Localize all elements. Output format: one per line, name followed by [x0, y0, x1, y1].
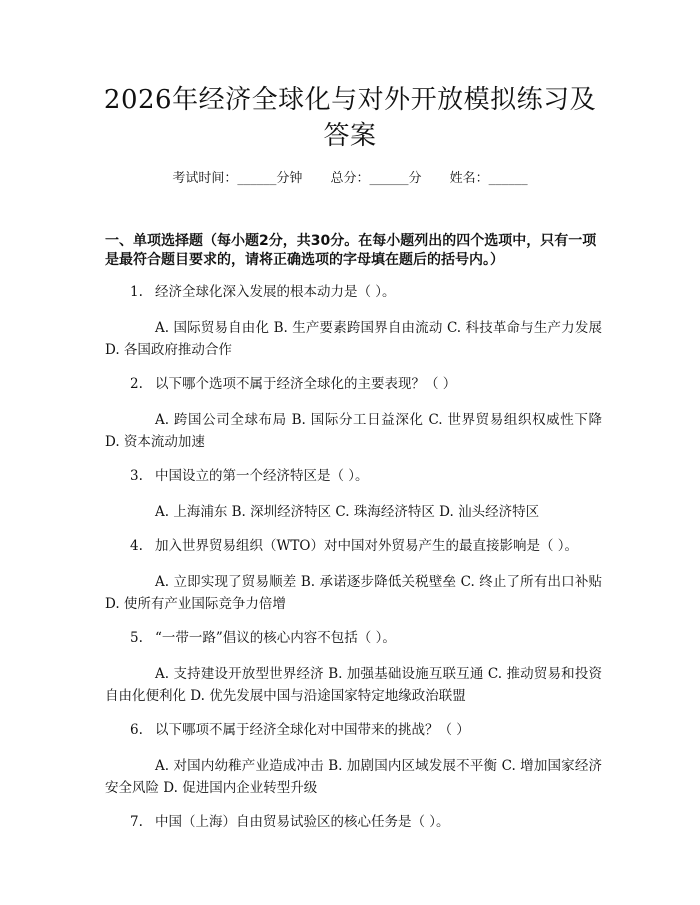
question-list	[105, 282, 602, 847]
question-number: 1.	[130, 284, 143, 300]
question-text: 加入世界贸易组织（WTO）对中国对外贸易产生的最直接影响是（ ）。	[155, 538, 578, 554]
question-number: 2.	[130, 376, 143, 392]
question-text: 中国设立的第一个经济特区是（ ）。	[155, 468, 369, 484]
question-options: A. 支持建设开放型世界经济 B. 加强基础设施互联互通 C. 推动贸易和投资自由化便利化 D. 优先发展中国与沿途国家特定地缘政治联盟	[105, 666, 602, 704]
question-number: 3.	[130, 468, 143, 484]
question-text: 以下哪个选项不属于经济全球化的主要表现？（ ）	[155, 376, 457, 392]
question-stem	[105, 282, 602, 302]
question-number: 7.	[130, 814, 143, 830]
question-stem	[105, 628, 602, 648]
question-text: 经济全球化深入发展的根本动力是（ ）。	[155, 284, 396, 300]
question-options: A. 立即实现了贸易顺差 B. 承诺逐步降低关税壁垒 C. 终止了所有出口补贴 D. 使所有产业国际竞争力倍增	[105, 574, 602, 612]
exam-meta	[0, 170, 700, 188]
question-stem	[105, 466, 602, 486]
exam-time-field: 考试时间：______分钟	[172, 171, 303, 186]
question-number: 5.	[130, 630, 143, 646]
question-number: 6.	[130, 722, 143, 738]
question-options: A. 跨国公司全球布局 B. 国际分工日益深化 C. 世界贸易组织权威性下降 D. 资本流动加速	[105, 412, 602, 450]
question-stem	[105, 374, 602, 394]
question-text: 中国（上海）自由贸易试验区的核心任务是（ ）。	[155, 814, 450, 830]
question-stem	[105, 536, 602, 556]
student-name-field: 姓名：______	[449, 171, 528, 186]
question-number: 4.	[130, 538, 143, 554]
question-stem	[105, 812, 602, 832]
page-title: 2026年经济全球化与对外开放模拟练习及答案	[103, 85, 597, 151]
question-stem	[105, 720, 602, 740]
question-options: A. 国际贸易自由化 B. 生产要素跨国界自由流动 C. 科技革命与生产力发展 D. 各国政府推动合作	[105, 320, 602, 358]
section-heading: 一、单项选择题（每小题2分，共30分。在每小题列出的四个选项中，只有一项是最符合题目要求的，请将正确选项的字母填在题后的括号内。）	[105, 233, 597, 268]
question-text: 以下哪项不属于经济全球化对中国带来的挑战？（ ）	[155, 722, 470, 738]
total-score-field: 总分：______分	[330, 171, 422, 186]
question-options: A. 上海浦东 B. 深圳经济特区 C. 珠海经济特区 D. 汕头经济特区	[155, 504, 540, 520]
question-text: “一带一路”倡议的核心内容不包括（ ）。	[155, 630, 396, 646]
question-options: A. 对国内幼稚产业造成冲击 B. 加剧国内区域发展不平衡 C. 增加国家经济安全风险 D. 促进国内企业转型升级	[105, 758, 602, 796]
